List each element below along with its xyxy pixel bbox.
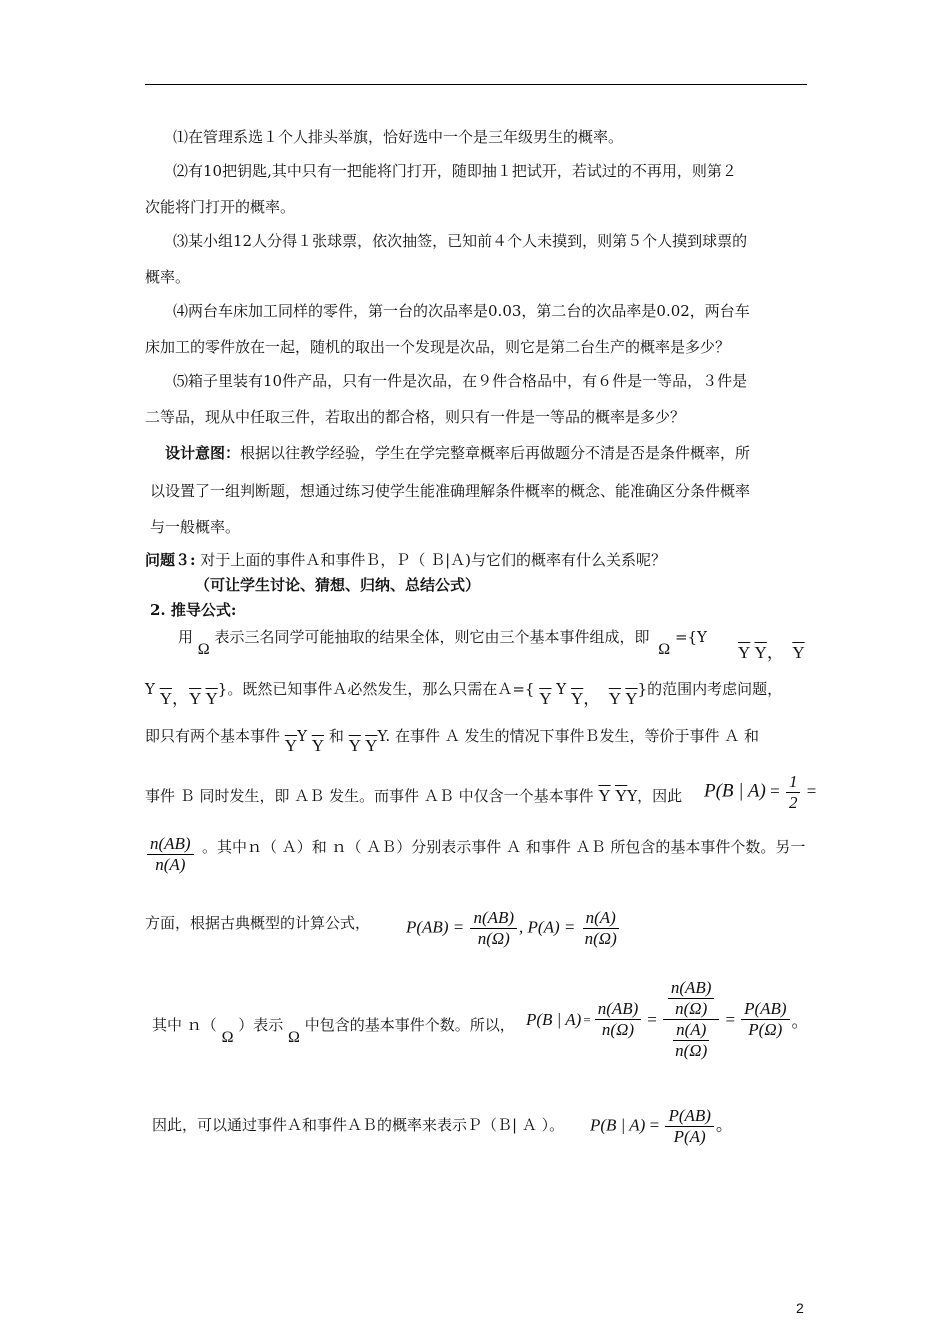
set-elements-overbar-2: $\overline{Y}$，$\overline{Y}$ $\overline{Y}$: [159, 689, 218, 708]
compound-fraction: $\frac{\frac{n(AB)}{n(\Omega)}}{\frac{n(A)}{n(\Omega)}}$: [663, 978, 720, 1061]
omega-symbol: Ω: [221, 1029, 234, 1046]
problem-2-line-1: ⑵有10把钥匙,其中只有一把能将门打开，随即抽１把试开，若试过的不再用，则第２: [173, 162, 737, 180]
problem-3-line-2: 概率。: [145, 268, 191, 286]
classical-probability-formula: P(AB) = $\frac{n(AB)}{n(\Omega)}$ , P(A) = $\frac{n(A)}{n(\Omega)}$: [406, 908, 622, 949]
derivation-text-5: Y. 在事件 Ａ 发生的情况下事件Ｂ发生，等价于事件 Ａ 和: [377, 727, 760, 745]
omega-symbol: Ω: [197, 641, 210, 658]
derivation-text-2: }。既然已知事件Ａ必然发生，那么只需在Ａ={: [217, 680, 535, 698]
derivation-line-4: [145, 785, 682, 807]
conditional-prob-half: P(B | A) = $\frac{1}{2}$ =: [704, 772, 817, 812]
and-text: 和: [328, 727, 344, 745]
derivation-text-10: 中包含的基本事件个数。所以，: [304, 1016, 515, 1034]
problem-2-line-2: 次能将门打开的概率。: [145, 198, 296, 216]
basic-event-ab: $\overline{Y}$ $\overline{Y}$: [598, 786, 628, 805]
design-intent-label: 设计意图：: [165, 444, 241, 462]
derivation-line-2: [145, 678, 783, 708]
omega-symbol: Ω: [658, 641, 671, 658]
derivation-use: 用: [178, 628, 194, 646]
derivation-text-7: Y，因此: [627, 787, 683, 805]
derivation-line-7: [152, 1014, 515, 1046]
derivation-text-9: ）表示: [238, 1016, 284, 1034]
design-intent-text-1: 根据以往教学经验，学生在学完整章概率后再做题分不清是否是条件概率，所: [240, 444, 751, 462]
set-a-elements-2: $\overline{Y}$， $\overline{Y}$ $\overline{Y}$: [570, 689, 638, 708]
y-symbol: Y: [556, 680, 567, 698]
derivation-text-8: 其中 ｎ（: [152, 1016, 217, 1034]
derivation-line-6: 方面，根据古典概型的计算公式，: [145, 914, 371, 932]
problem-3-line-1: ⑶某小组12人分得１张球票，依次抽签，已知前４个人未摸到，则第５个人摸到球票的: [173, 232, 748, 250]
conditional-probability-formula: P(B | A) = $\frac{P(AB)}{P(A)}$ 。: [590, 1106, 733, 1146]
problem-5-line-1: ⑸箱子里装有10件产品，只有一件是次品，在９件合格品中，有６件是一等品，３件是: [173, 372, 748, 390]
derivation-line-1: [178, 626, 707, 658]
basic-event-1b: $\overline{Y}$: [311, 736, 325, 755]
derivation-text-4: 即只有两个基本事件: [145, 727, 281, 745]
problem-4-line-2: 床加工的零件放在一起，随机的取出一个发现是次品，则它是第二台生产的概率是多少？: [145, 338, 731, 356]
section-2-heading: 2. 推导公式:: [150, 601, 237, 619]
derivation-line-5: 。其中ｎ（ Ａ）和 ｎ（ ＡＢ）分别表示事件 Ａ 和事件 ＡＢ 所包含的基本事件个数。另一: [202, 838, 806, 856]
omega-symbol: Ω: [288, 1029, 300, 1046]
header-rule: [145, 84, 807, 85]
problem-1: ⑴在管理系选１个人排头举旗，恰好选中一个是三年级男生的概率。: [173, 128, 624, 146]
fraction-nab-over-na: $\frac{n(AB)}{n(A)}$: [145, 834, 196, 875]
derivation-set-start: ={Y: [674, 628, 707, 646]
problem-5-line-2: 二等品，现从中任取三件，若取出的都合格，则只有一件是一等品的概率是多少？: [145, 408, 686, 426]
derivation-line-3: 即只有两个基本事件 $\overline{Y}Y$ $\overline{Y}$ 和 $\overline{Y}$ $\overline{Y}Y$. 在事件 Ａ 发生的情况下事件Ｂ发生，等价于事件 Ａ 和: [145, 727, 760, 755]
design-intent-line-1: [165, 442, 750, 464]
question-3-label: 问题３:: [145, 551, 196, 569]
problem-4-line-1: ⑷两台车床加工同样的零件，第一台的次品率是0.03，第二台的次品率是0.02，两台车: [173, 302, 750, 320]
design-intent-line-2: 以设置了一组判断题，想通过练习使学生能准确理解条件概率的概念、能准确区分条件概率: [150, 482, 751, 500]
page-number: 2: [796, 1300, 804, 1316]
y-symbol: Y: [145, 680, 155, 698]
question-3: [145, 549, 666, 571]
set-a-elements: $\overline{Y}$: [539, 689, 552, 708]
derivation-text-3: }的范围内考虑问题，: [637, 680, 783, 698]
derivation-text-6: 事件 Ｂ 同时发生，即 ＡＢ 发生。而事件 ＡＢ 中仅含一个基本事件: [145, 787, 594, 805]
conditional-probability-derivation: P(B | A) = $\frac{n(AB)}{n(\Omega)}$ = $\frac{\frac{n(AB)}{n(\Omega)}}{\frac{n(A)}{n(\Omega)}}$ = $\frac{P(AB)}{P(\Omega)}$ 。: [526, 978, 809, 1060]
basic-event-1: $\overline{Y}$: [284, 736, 298, 755]
question-3-note: （可让学生讨论、猜想、归纳、总结公式）: [195, 576, 481, 594]
question-3-text: 对于上面的事件Ａ和事件Ｂ，Ｐ（ Ｂ|Ａ)与它们的概率有什么关系呢？: [200, 551, 667, 569]
design-intent-line-3: 与一般概率。: [150, 518, 241, 536]
derivation-text-1: 表示三名同学可能抽取的结果全体，则它由三个基本事件组成，即: [214, 628, 650, 646]
derivation-line-8: 因此，可以通过事件Ａ和事件ＡＢ的概率来表示Ｐ（Ｂ| Ａ ）。: [152, 1116, 565, 1134]
set-elements-overbar-1: $\overline{Y}$ $\overline{Y}$， $\overline{Y}$: [738, 643, 805, 662]
basic-event-2: $\overline{Y}$ $\overline{Y}$: [348, 736, 378, 755]
fraction-one-half: $\frac{1}{2}$: [786, 772, 801, 813]
